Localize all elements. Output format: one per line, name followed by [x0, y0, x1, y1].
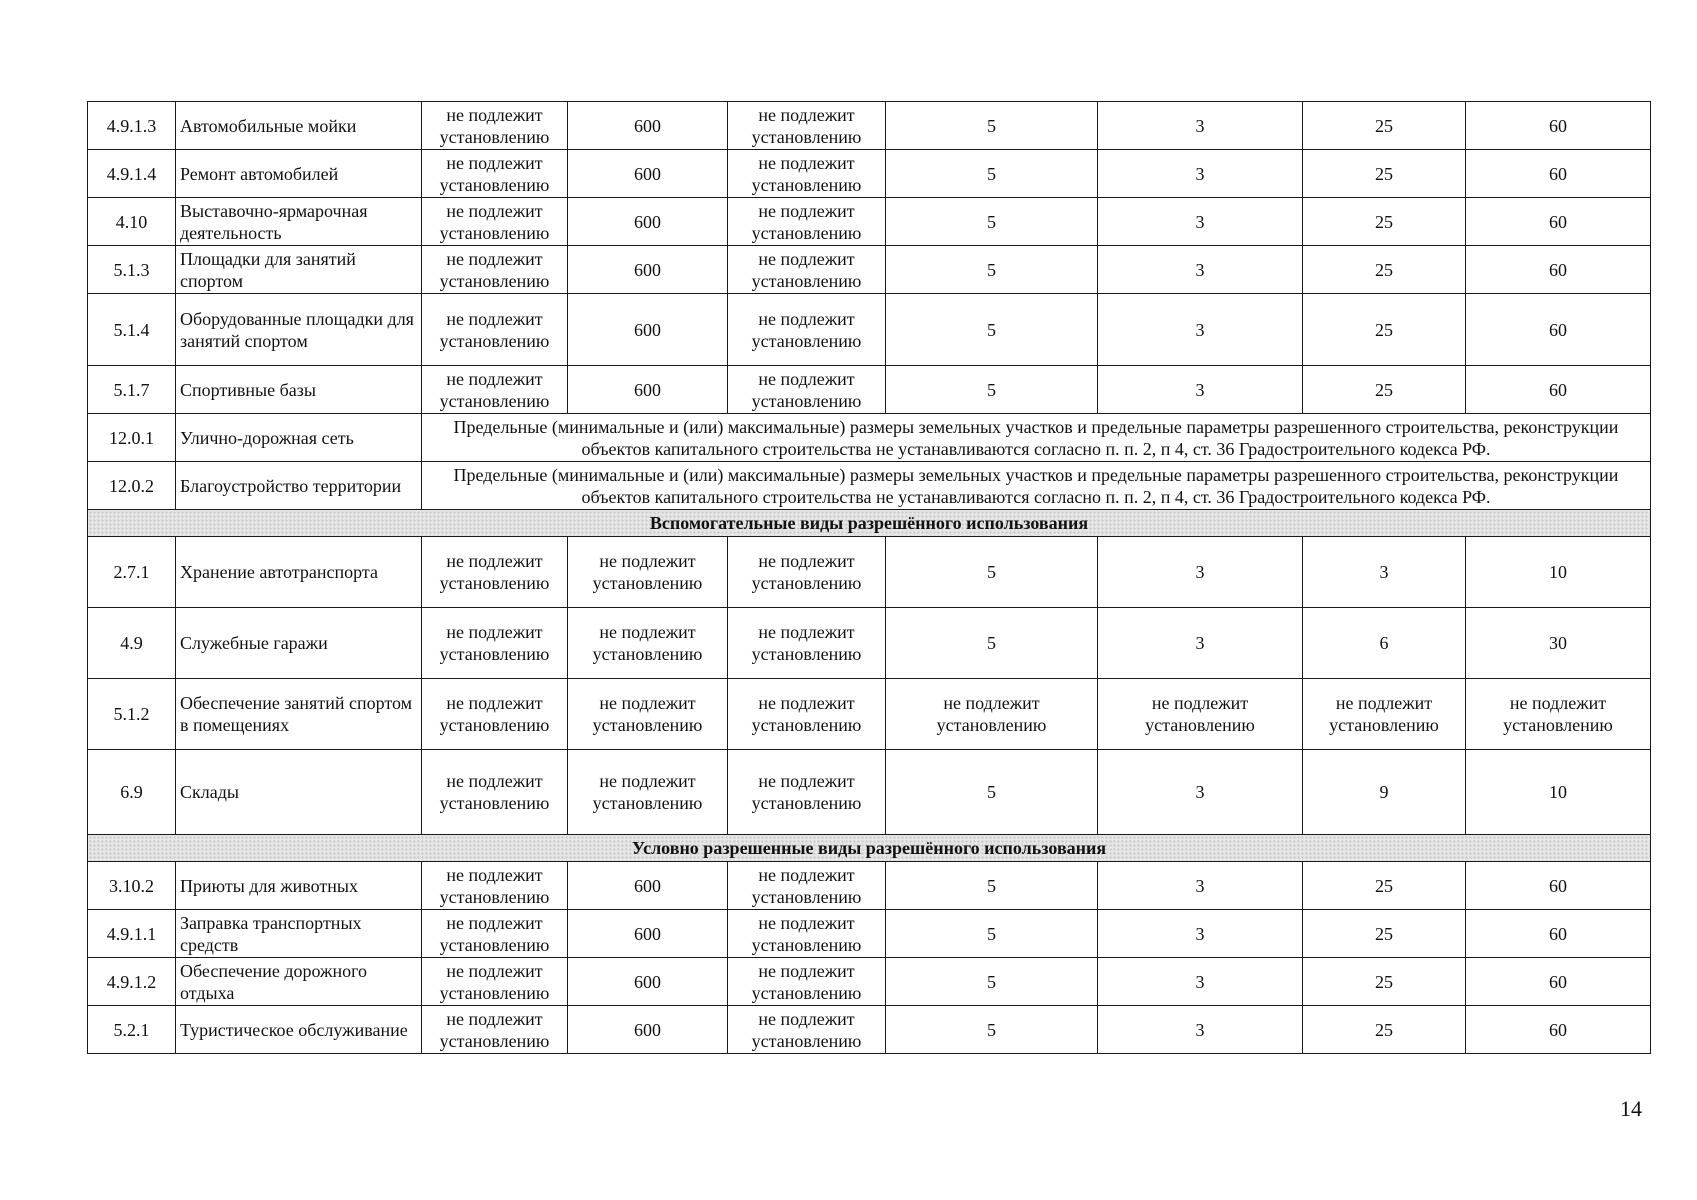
param-cell-c6: 25	[1303, 102, 1466, 150]
param-cell-c5: 3	[1098, 366, 1303, 414]
param-cell-c3: не подлежит установлению	[728, 198, 886, 246]
param-cell-c6: 25	[1303, 910, 1466, 958]
param-cell-c2: 600	[568, 862, 728, 910]
use-name-cell: Хранение автотранспорта	[176, 537, 422, 608]
param-cell-c3: не подлежит установлению	[728, 910, 886, 958]
param-cell-c2: не подлежит установлению	[568, 679, 728, 750]
param-cell-c4: 5	[886, 198, 1098, 246]
table-row	[88, 910, 1651, 958]
param-cell-c1: не подлежит установлению	[422, 862, 568, 910]
param-cell-c4: 5	[886, 1006, 1098, 1054]
use-name-cell: Улично-дорожная сеть	[176, 414, 422, 462]
param-cell-c5: не подлежит установлению	[1098, 679, 1303, 750]
param-cell-c2: 600	[568, 246, 728, 294]
param-cell-c6: 3	[1303, 537, 1466, 608]
param-cell-c1: не подлежит установлению	[422, 608, 568, 679]
use-code-cell: 3.10.2	[88, 862, 176, 910]
use-code-cell: 5.1.2	[88, 679, 176, 750]
param-cell-c5: 3	[1098, 246, 1303, 294]
section-header-row	[88, 510, 1651, 537]
param-cell-c5: 3	[1098, 294, 1303, 366]
param-cell-c1: не подлежит установлению	[422, 198, 568, 246]
param-cell-c6: 25	[1303, 198, 1466, 246]
param-cell-c7: 60	[1466, 102, 1651, 150]
note-cell: Предельные (минимальные и (или) максимальные) размеры земельных участков и предельные параметры разрешенного строительства, реконструкции объектов капитального строительства не устанавливаются согласно п. п. 2, п 4, ст. 36 Градостроительного кодекса РФ.	[422, 414, 1651, 462]
param-cell-c5: 3	[1098, 537, 1303, 608]
param-cell-c3: не подлежит установлению	[728, 537, 886, 608]
param-cell-c5: 3	[1098, 150, 1303, 198]
param-cell-c3: не подлежит установлению	[728, 1006, 886, 1054]
param-cell-c3: не подлежит установлению	[728, 366, 886, 414]
table-row	[88, 679, 1651, 750]
param-cell-c4: 5	[886, 862, 1098, 910]
param-cell-c6: 25	[1303, 958, 1466, 1006]
table-row	[88, 862, 1651, 910]
param-cell-c5: 3	[1098, 910, 1303, 958]
param-cell-c1: не подлежит установлению	[422, 1006, 568, 1054]
param-cell-c1: не подлежит установлению	[422, 750, 568, 835]
table-row	[88, 366, 1651, 414]
param-cell-c4: не подлежит установлению	[886, 679, 1098, 750]
param-cell-c3: не подлежит установлению	[728, 294, 886, 366]
use-code-cell: 12.0.2	[88, 462, 176, 510]
param-cell-c3: не подлежит установлению	[728, 102, 886, 150]
param-cell-c1: не подлежит установлению	[422, 294, 568, 366]
use-name-cell: Приюты для животных	[176, 862, 422, 910]
param-cell-c4: 5	[886, 958, 1098, 1006]
param-cell-c7: не подлежит установлению	[1466, 679, 1651, 750]
param-cell-c5: 3	[1098, 102, 1303, 150]
param-cell-c1: не подлежит установлению	[422, 246, 568, 294]
use-code-cell: 4.9.1.3	[88, 102, 176, 150]
section-title: Условно разрешенные виды разрешённого использования	[88, 835, 1651, 862]
section-title: Вспомогательные виды разрешённого использования	[88, 510, 1651, 537]
use-name-cell: Выставочно-ярмарочная деятельность	[176, 198, 422, 246]
param-cell-c3: не подлежит установлению	[728, 958, 886, 1006]
param-cell-c4: 5	[886, 366, 1098, 414]
use-code-cell: 6.9	[88, 750, 176, 835]
param-cell-c5: 3	[1098, 750, 1303, 835]
param-cell-c6: 25	[1303, 1006, 1466, 1054]
param-cell-c5: 3	[1098, 862, 1303, 910]
param-cell-c5: 3	[1098, 608, 1303, 679]
param-cell-c5: 3	[1098, 958, 1303, 1006]
param-cell-c7: 60	[1466, 246, 1651, 294]
table-row	[88, 958, 1651, 1006]
table-row	[88, 294, 1651, 366]
zoning-parameters-table	[87, 101, 1651, 1054]
param-cell-c7: 60	[1466, 150, 1651, 198]
param-cell-c2: 600	[568, 294, 728, 366]
param-cell-c7: 60	[1466, 294, 1651, 366]
use-code-cell: 5.1.3	[88, 246, 176, 294]
param-cell-c3: не подлежит установлению	[728, 150, 886, 198]
param-cell-c4: 5	[886, 294, 1098, 366]
table-row	[88, 1006, 1651, 1054]
use-name-cell: Туристическое обслуживание	[176, 1006, 422, 1054]
use-name-cell: Обеспечение занятий спортом в помещениях	[176, 679, 422, 750]
param-cell-c2: 600	[568, 366, 728, 414]
param-cell-c7: 30	[1466, 608, 1651, 679]
param-cell-c6: 25	[1303, 366, 1466, 414]
param-cell-c1: не подлежит установлению	[422, 537, 568, 608]
param-cell-c6: 25	[1303, 150, 1466, 198]
param-cell-c4: 5	[886, 750, 1098, 835]
use-name-cell: Заправка транспортных средств	[176, 910, 422, 958]
param-cell-c7: 60	[1466, 862, 1651, 910]
param-cell-c7: 10	[1466, 750, 1651, 835]
use-name-cell: Служебные гаражи	[176, 608, 422, 679]
param-cell-c3: не подлежит установлению	[728, 750, 886, 835]
param-cell-c2: не подлежит установлению	[568, 750, 728, 835]
use-code-cell: 4.9.1.1	[88, 910, 176, 958]
use-name-cell: Спортивные базы	[176, 366, 422, 414]
use-code-cell: 4.9	[88, 608, 176, 679]
use-code-cell: 5.1.7	[88, 366, 176, 414]
use-name-cell: Площадки для занятий спортом	[176, 246, 422, 294]
section-header-row	[88, 835, 1651, 862]
use-code-cell: 2.7.1	[88, 537, 176, 608]
use-code-cell: 5.1.4	[88, 294, 176, 366]
param-cell-c5: 3	[1098, 1006, 1303, 1054]
param-cell-c4: 5	[886, 608, 1098, 679]
table-row	[88, 150, 1651, 198]
param-cell-c1: не подлежит установлению	[422, 366, 568, 414]
param-cell-c1: не подлежит установлению	[422, 958, 568, 1006]
param-cell-c6: 25	[1303, 294, 1466, 366]
table-row	[88, 102, 1651, 150]
use-name-cell: Благоустройство территории	[176, 462, 422, 510]
param-cell-c7: 60	[1466, 1006, 1651, 1054]
param-cell-c3: не подлежит установлению	[728, 862, 886, 910]
param-cell-c2: 600	[568, 102, 728, 150]
use-code-cell: 12.0.1	[88, 414, 176, 462]
param-cell-c2: 600	[568, 150, 728, 198]
param-cell-c6: 25	[1303, 862, 1466, 910]
param-cell-c4: 5	[886, 910, 1098, 958]
use-name-cell: Ремонт автомобилей	[176, 150, 422, 198]
param-cell-c7: 10	[1466, 537, 1651, 608]
param-cell-c4: 5	[886, 150, 1098, 198]
param-cell-c1: не подлежит установлению	[422, 679, 568, 750]
param-cell-c6: не подлежит установлению	[1303, 679, 1466, 750]
param-cell-c1: не подлежит установлению	[422, 150, 568, 198]
param-cell-c2: не подлежит установлению	[568, 608, 728, 679]
use-name-cell: Обеспечение дорожного отдыха	[176, 958, 422, 1006]
table-row	[88, 750, 1651, 835]
param-cell-c4: 5	[886, 246, 1098, 294]
param-cell-c6: 9	[1303, 750, 1466, 835]
param-cell-c6: 25	[1303, 246, 1466, 294]
param-cell-c2: 600	[568, 910, 728, 958]
param-cell-c2: 600	[568, 198, 728, 246]
use-name-cell: Автомобильные мойки	[176, 102, 422, 150]
table-row	[88, 462, 1651, 510]
param-cell-c3: не подлежит установлению	[728, 608, 886, 679]
note-cell: Предельные (минимальные и (или) максимальные) размеры земельных участков и предельные параметры разрешенного строительства, реконструкции объектов капитального строительства не устанавливаются согласно п. п. 2, п 4, ст. 36 Градостроительного кодекса РФ.	[422, 462, 1651, 510]
param-cell-c2: 600	[568, 1006, 728, 1054]
table-row	[88, 414, 1651, 462]
use-code-cell: 5.2.1	[88, 1006, 176, 1054]
table-row	[88, 537, 1651, 608]
param-cell-c7: 60	[1466, 958, 1651, 1006]
param-cell-c2: не подлежит установлению	[568, 537, 728, 608]
param-cell-c3: не подлежит установлению	[728, 246, 886, 294]
use-code-cell: 4.9.1.4	[88, 150, 176, 198]
use-name-cell: Оборудованные площадки для занятий спортом	[176, 294, 422, 366]
param-cell-c7: 60	[1466, 910, 1651, 958]
use-code-cell: 4.10	[88, 198, 176, 246]
param-cell-c4: 5	[886, 537, 1098, 608]
param-cell-c1: не подлежит установлению	[422, 102, 568, 150]
param-cell-c7: 60	[1466, 198, 1651, 246]
table-row	[88, 608, 1651, 679]
param-cell-c7: 60	[1466, 366, 1651, 414]
table-row	[88, 246, 1651, 294]
param-cell-c4: 5	[886, 102, 1098, 150]
param-cell-c6: 6	[1303, 608, 1466, 679]
param-cell-c2: 600	[568, 958, 728, 1006]
param-cell-c5: 3	[1098, 198, 1303, 246]
table-row	[88, 198, 1651, 246]
use-code-cell: 4.9.1.2	[88, 958, 176, 1006]
page-number: 14	[1620, 1096, 1642, 1121]
param-cell-c1: не подлежит установлению	[422, 910, 568, 958]
param-cell-c3: не подлежит установлению	[728, 679, 886, 750]
use-name-cell: Склады	[176, 750, 422, 835]
